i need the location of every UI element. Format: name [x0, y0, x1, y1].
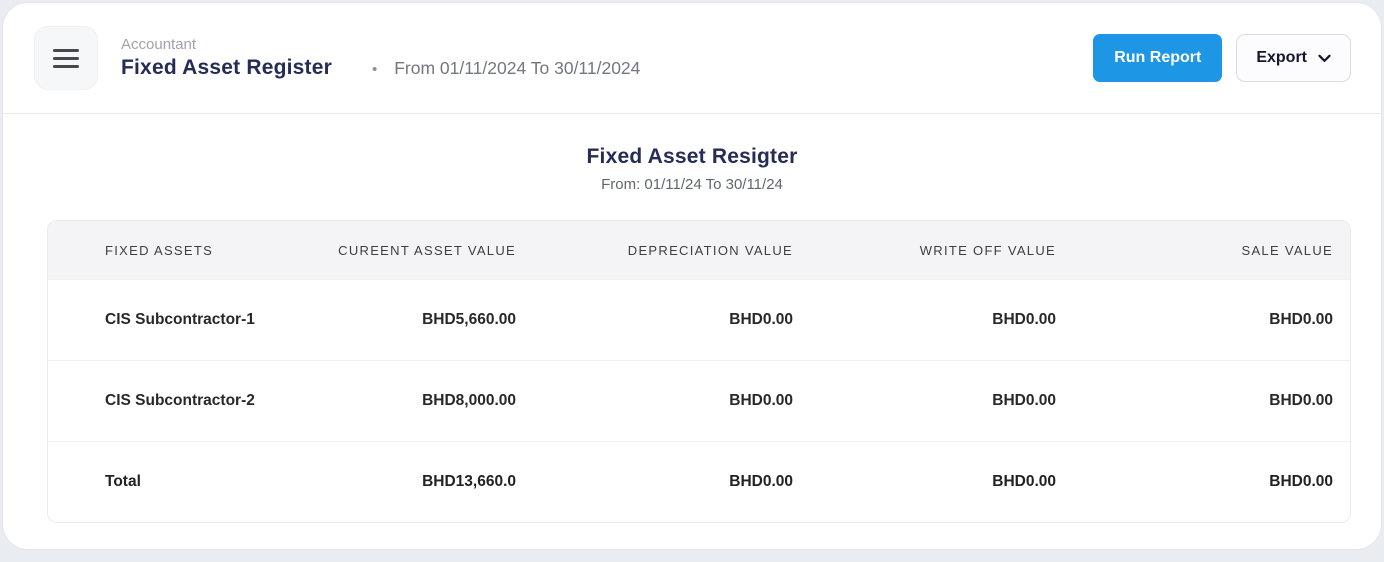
value-cell: BHD13,660.0	[422, 473, 516, 490]
dot-separator-icon: •	[371, 61, 378, 78]
asset-name-cell: CIS Subcontractor-2	[105, 392, 255, 409]
value-cell: BHD0.00	[992, 473, 1056, 490]
asset-name-cell: CIS Subcontractor-1	[105, 311, 255, 328]
chevron-down-icon	[1318, 54, 1331, 63]
app-label: Accountant	[121, 36, 197, 53]
run-report-button[interactable]: Run Report	[1093, 34, 1222, 82]
report-header	[3, 145, 1381, 193]
table-body	[48, 279, 1350, 522]
column-header-current-asset-value: CUREENT ASSET VALUE	[338, 242, 516, 258]
column-header-fixed-assets: FIXED ASSETS	[105, 242, 214, 258]
value-cell: BHD0.00	[729, 311, 793, 328]
top-bar	[3, 3, 1381, 114]
column-header-depreciation-value: DEPRECIATION VALUE	[627, 242, 793, 258]
table-total-row	[48, 441, 1350, 522]
value-cell: BHD0.00	[992, 311, 1056, 328]
value-cell: BHD0.00	[1269, 311, 1333, 328]
page-title: Fixed Asset Register	[121, 56, 332, 79]
value-cell: BHD0.00	[1269, 392, 1333, 409]
header-actions	[1093, 34, 1351, 82]
value-cell: BHD5,660.00	[422, 311, 516, 328]
export-button[interactable]	[1236, 34, 1351, 82]
table-row	[48, 279, 1350, 360]
column-header-sale-value: SALE VALUE	[1241, 242, 1333, 258]
menu-button[interactable]	[34, 26, 98, 90]
app-window	[2, 2, 1382, 550]
header-date-range: From 01/11/2024 To 30/11/2024	[394, 58, 641, 78]
title-row	[121, 56, 640, 80]
value-cell: BHD0.00	[1269, 473, 1333, 490]
column-header-write-off-value: WRITE OFF VALUE	[919, 242, 1056, 258]
table-row	[48, 360, 1350, 441]
value-cell: BHD0.00	[729, 392, 793, 409]
report-area	[3, 145, 1381, 523]
title-block	[121, 36, 640, 80]
value-cell: BHD0.00	[729, 473, 793, 490]
value-cell: BHD0.00	[992, 392, 1056, 409]
export-button-label: Export	[1256, 49, 1307, 66]
asset-name-cell: Total	[105, 473, 141, 490]
hamburger-icon	[53, 49, 79, 68]
report-subtitle: From: 01/11/24 To 30/11/24	[601, 176, 783, 193]
table-header-row	[48, 221, 1350, 279]
fixed-asset-table	[47, 220, 1351, 523]
report-title: Fixed Asset Resigter	[586, 145, 798, 168]
value-cell: BHD8,000.00	[422, 392, 516, 409]
